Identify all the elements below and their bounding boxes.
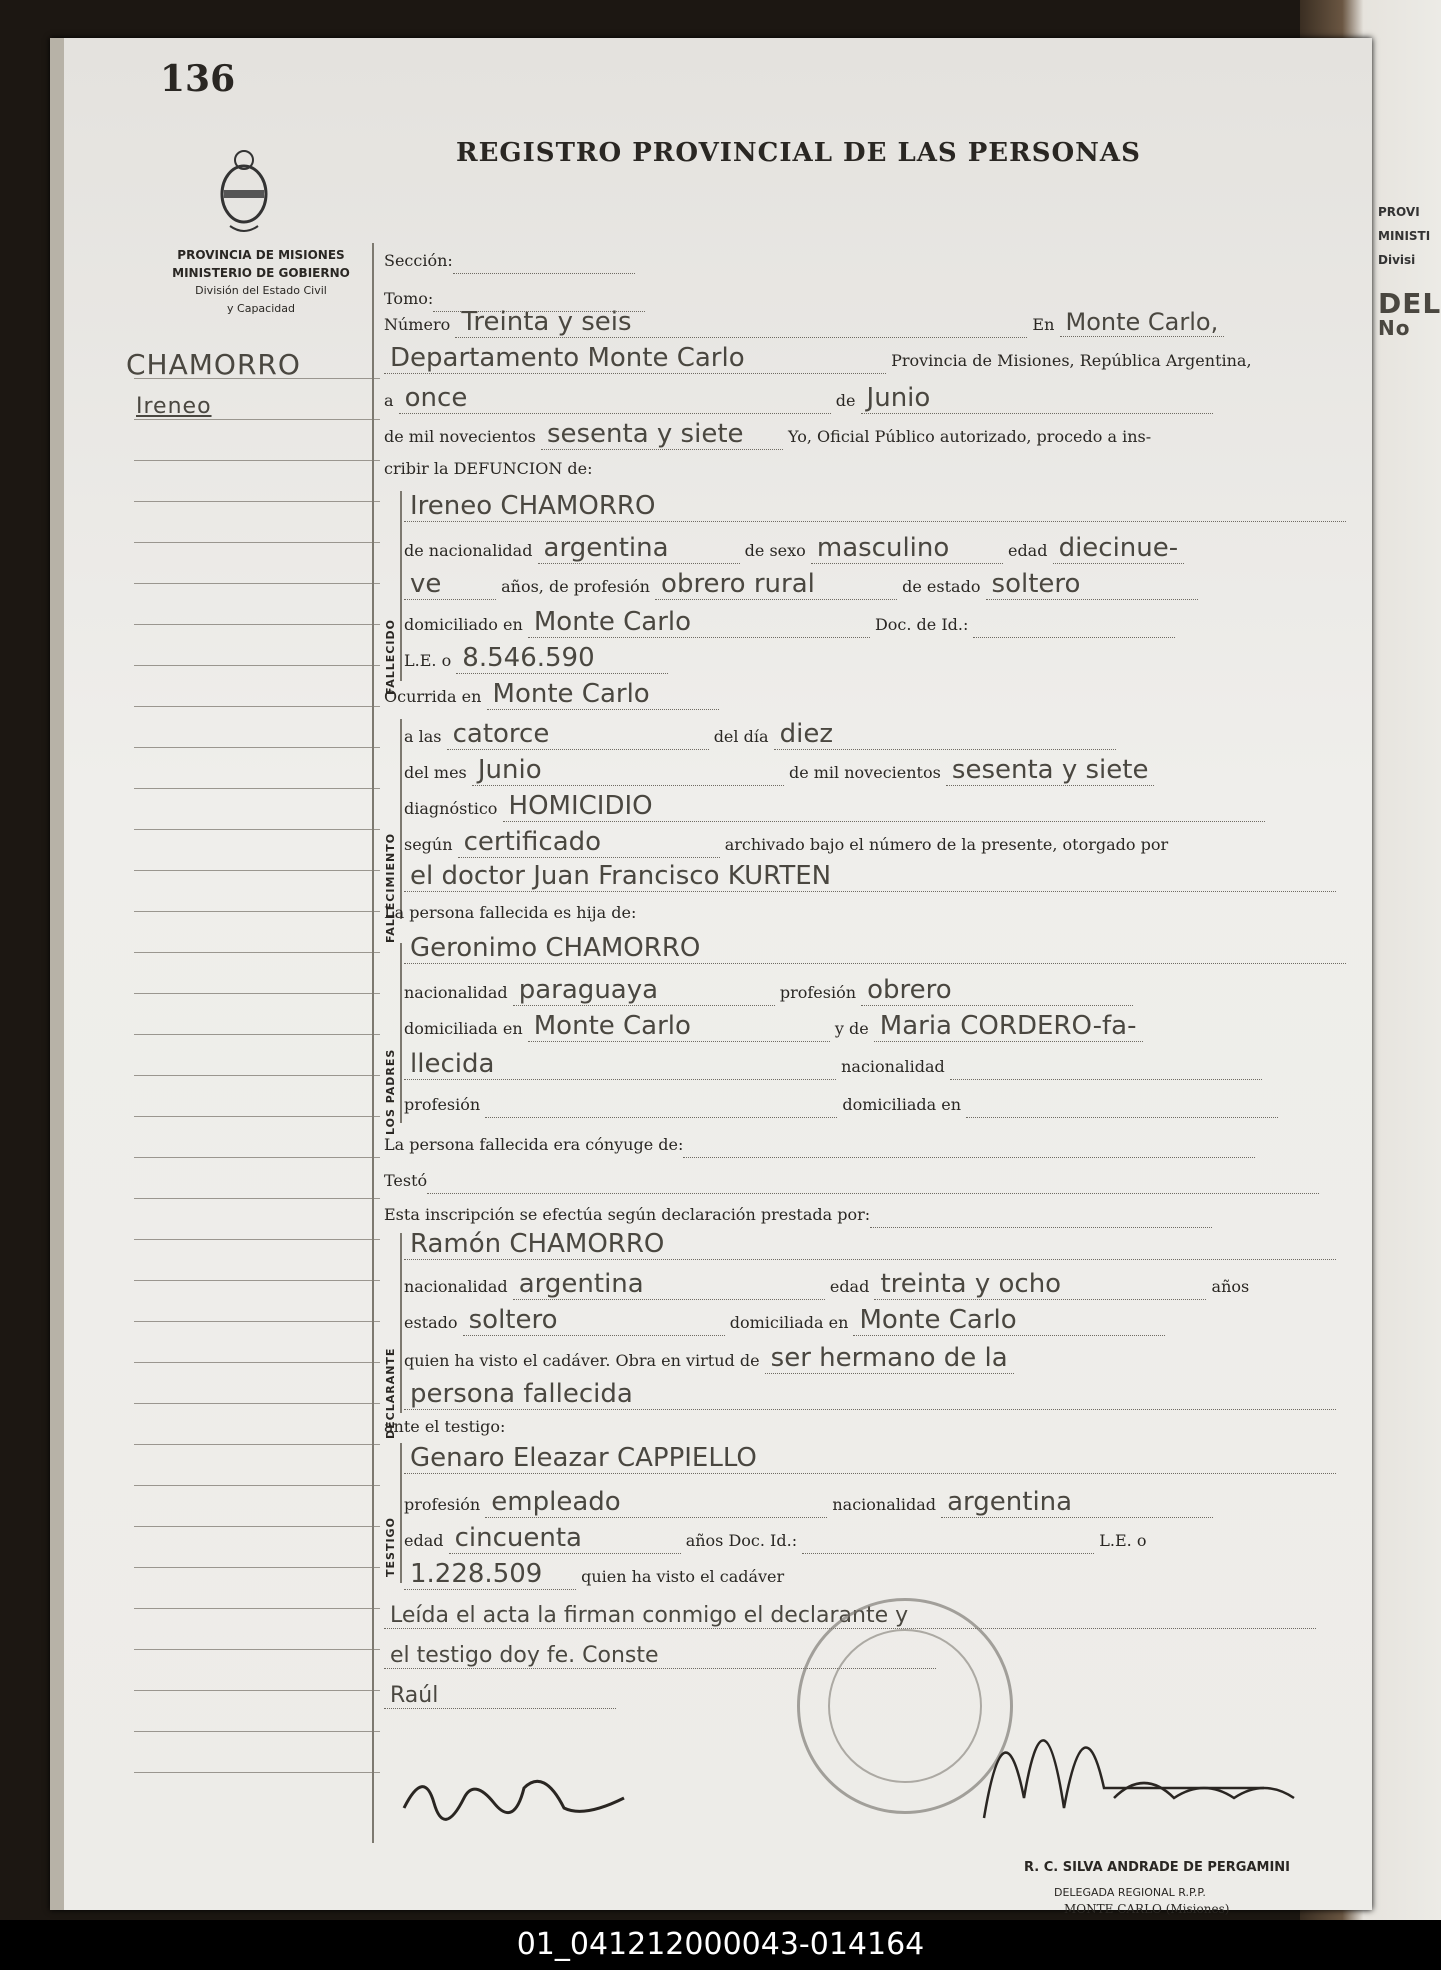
dia-label: del día [713,727,769,746]
deceased-name: Ireneo CHAMORRO [404,491,1346,522]
anos-profesion-label: años, de profesión [501,577,650,596]
deceased-sex: masculino [811,533,1003,564]
officer-role: DELEGADA REGIONAL R.P.P. [1054,1886,1206,1899]
witness-le-label: L.E. o [1099,1531,1147,1550]
deceased-le-number: 8.546.590 [456,643,668,674]
officer-place: MONTE CARLO (Misiones) [1064,1902,1230,1916]
death-place: Monte Carlo [487,679,719,710]
witness-edad-label: edad [404,1531,444,1550]
org-line: MINISTERIO DE GOBIERNO [172,266,350,280]
tomo-label: Tomo: [384,289,434,308]
declarant-edad-label: edad [829,1277,870,1296]
inscribir-text: cribir la DEFUNCION de: [384,459,593,478]
section-tag-declarante: DECLARANTE [384,1347,397,1439]
declarant-address: Monte Carlo [853,1305,1165,1336]
year-label: de mil novecientos [384,427,536,446]
witness-profession: empleado [485,1487,827,1518]
section-bracket [400,1443,402,1583]
conyuge-label: La persona fallecida era cónyuge de: [384,1135,684,1154]
testigo-intro: ante el testigo: [384,1417,506,1436]
declarant-estado-label: estado [404,1313,458,1332]
death-day: diez [774,719,1116,750]
deceased-age-cont: ve [404,569,496,600]
mother-name-cont: llecida [404,1049,836,1080]
deceased-nationality: argentina [538,533,740,564]
section-bracket [400,1233,402,1413]
adjacent-page-text [1378,200,1441,340]
witness-nacionalidad-label: nacionalidad [832,1495,937,1514]
domicilio-label: domiciliado [404,615,498,634]
section-tag-testigo: TESTIGO [384,1517,397,1577]
witness-profesion-label: profesión [404,1495,481,1514]
page-number: 136 [160,58,236,100]
numero-value: Treinta y seis [455,307,1027,338]
declarant-domicilio-label: domiciliada [729,1313,824,1332]
section-tag-fallecido: FALLECIDO [384,619,397,695]
death-hour: catorce [447,719,709,750]
section-bracket [400,943,402,1123]
witness-name: Genaro Eleazar CAPPIELLO [404,1443,1336,1474]
section-tag-padres: LOS PADRES [384,1048,397,1135]
edad-label: edad [1007,541,1048,560]
section-tag-fallecimiento: FALLECIMIENTO [384,832,397,943]
adjacent-line: Divisi [1378,253,1416,267]
declarant-nationality: argentina [513,1269,825,1300]
father-nacionalidad-label: nacionalidad [404,983,508,1002]
declaracion-label: Esta inscripción se efectúa según declaración prestada por: [384,1205,871,1224]
en-label: En [1032,315,1055,334]
section-bracket [400,491,402,681]
adjacent-line: MINISTI [1378,229,1431,243]
nacionalidad-label: de nacionalidad [404,541,533,560]
testo-label: Testó [384,1171,428,1190]
mother-name: Maria CORDERO-fa- [874,1011,1143,1042]
certifying-doctor: el doctor Juan Francisco KURTEN [404,861,1336,892]
declarant-relation-cont: persona fallecida [404,1379,1336,1410]
adjacent-handwriting: No [1378,316,1411,340]
image-caption: 01_041212000043-014164 [0,1920,1441,1970]
witness-age: cincuenta [449,1523,681,1554]
org-line: División del Estado Civil [195,284,327,297]
domicilio-en-label: en [502,615,523,634]
deceased-civil-status: soltero [986,569,1198,600]
segun-label: según [404,835,453,854]
declarant-age: treinta y ocho [874,1269,1206,1300]
mother-profesion-label: profesión [404,1095,481,1114]
father-profession: obrero [861,975,1133,1006]
seccion-label: Sección: [384,251,453,270]
mother-nacionalidad-label: nacionalidad [841,1057,945,1076]
anio-label: de mil novecientos [788,763,941,782]
declarant-name: Ramón CHAMORRO [404,1229,1336,1260]
issuing-organization [136,246,386,318]
father-profesion-label: profesión [779,983,857,1002]
numero-label: Número [384,315,451,334]
closing-line: Leída el acta la firman conmigo el declarante y [384,1603,1316,1629]
margin-ruled-lines [134,338,380,1773]
witness-doc-label: años Doc. Id.: [685,1531,798,1550]
document-page [50,38,1372,1916]
provincia-text: Provincia de Misiones, República Argentina, [891,351,1252,370]
closing-line: el testigo doy fe. Conste [384,1643,936,1669]
declarant-visto-label: quien ha visto el cadáver. Obra en virtud de [404,1351,760,1370]
witness-nationality: argentina [941,1487,1213,1518]
diagnosis: HOMICIDIO [503,791,1265,822]
org-line: PROVINCIA DE MISIONES [177,248,345,262]
deceased-age: diecinue- [1053,533,1185,564]
witness-visto-label: quien ha visto el cadáver [581,1567,785,1586]
day-value: once [399,383,831,414]
estado-label: de estado [902,577,981,596]
signature-left [394,1758,634,1838]
declarant-en-label: en [828,1313,849,1332]
year-value: sesenta y siete [541,419,783,450]
mother-domicilio-label: domiciliada en [842,1095,962,1114]
de-label: de [835,391,856,410]
section-bracket [400,719,402,919]
declarant-anos-label: años [1211,1277,1250,1296]
le-label: L.E. o [404,651,452,670]
father-domicilio-label: domiciliada en [404,1019,523,1038]
diagnostico-label: diagnóstico [404,799,498,818]
adjacent-line: PROVI [1378,205,1420,219]
declarant-civil-status: soltero [463,1305,725,1336]
adjacent-handwriting: DEL [1378,287,1441,320]
month-value: Junio [861,383,1213,414]
doc-id-label: Doc. de Id.: [874,615,969,634]
deceased-profession: obrero rural [655,569,897,600]
margin-given-name: Ireneo [136,394,212,419]
declarant-relation: ser hermano de la [765,1343,1014,1374]
y-de-label: y de [834,1019,869,1038]
signature-right [964,1638,1324,1848]
departamento-value: Departamento Monte Carlo [384,343,886,374]
deceased-address: Monte Carlo [528,607,870,638]
a-label: a [384,391,394,410]
death-month: Junio [472,755,784,786]
coat-of-arms-icon [216,146,272,236]
declarant-nacionalidad-label: nacionalidad [404,1277,508,1296]
father-address: Monte Carlo [528,1011,830,1042]
en-value: Monte Carlo, [1060,308,1225,337]
page-title: REGISTRO PROVINCIAL DE LAS PERSONAS [456,138,1141,168]
witness-le-number: 1.228.509 [404,1559,576,1590]
officer-name: R. C. SILVA ANDRADE DE PERGAMINI [1024,1860,1291,1875]
archivado-text: archivado bajo el número de la presente, otorgado por [724,835,1169,854]
ocurrida-label: Ocurrida en [384,687,482,706]
father-name: Geronimo CHAMORRO [404,933,1346,964]
father-nationality: paraguaya [513,975,775,1006]
death-year: sesenta y siete [946,755,1155,786]
sexo-label: de sexo [744,541,806,560]
padres-intro: La persona fallecida es hija de: [384,903,637,922]
org-line: y Capacidad [227,302,295,315]
closing-line: Raúl [384,1683,616,1709]
column-divider [372,243,374,1843]
mes-label: del mes [404,763,467,782]
certificate-type: certificado [458,827,720,858]
officer-text: Yo, Oficial Público autorizado, procedo a ins- [788,427,1152,446]
a-las-label: a las [404,727,442,746]
margin-surname: CHAMORRO [126,348,301,381]
